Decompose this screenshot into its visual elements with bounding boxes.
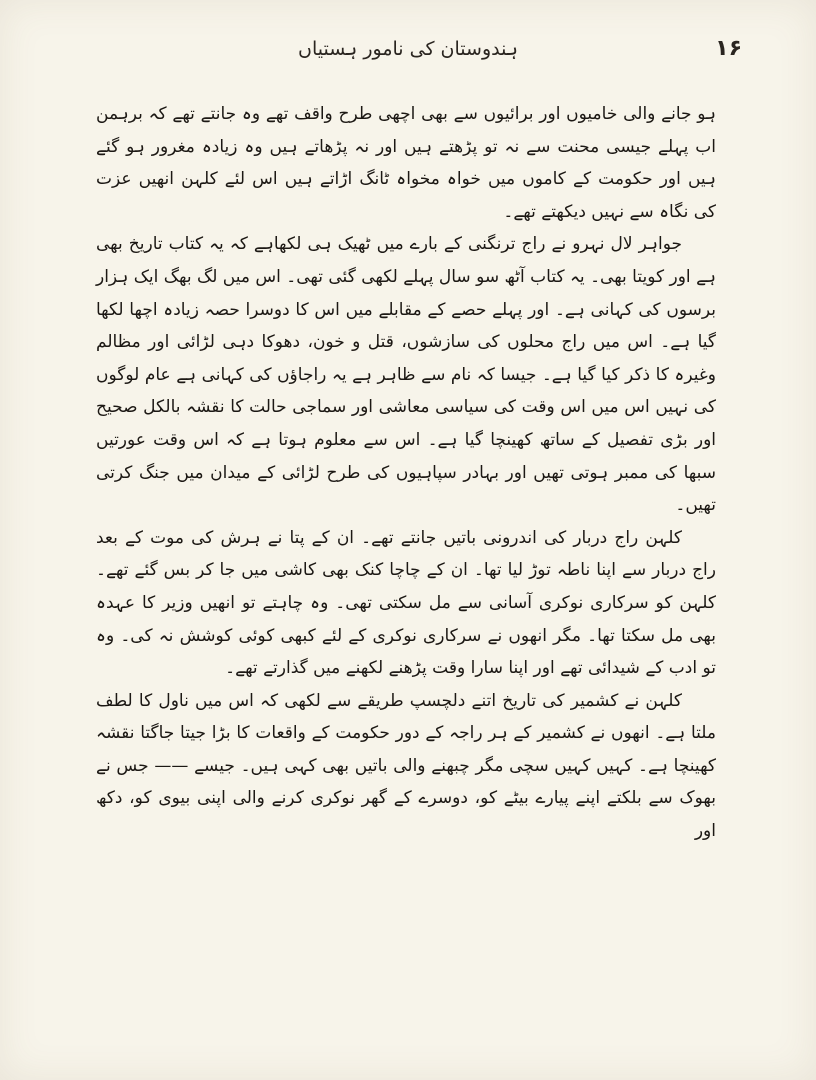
paragraph: جواہر لال نہرو نے راج ترنگنی کے بارے میں ٹھیک ہی لکھاہے کہ یہ کتاب تاریخ بھی ہے اور کویتا بھی۔ یہ کتاب آٹھ سو سال پہلے لکھی گئی تھی۔ اس میں لگ بھگ ایک ہزار برسوں کی کہانی ہے۔ اور پہلے حصے کے مقابلے میں اس کا دوسرا حصہ زیادہ اچھا لکھا گیا ہے۔ اس میں راج محلوں کی سازشوں، قتل و خون، دھوکا دہی لڑائی اور مظالم وغیرہ کا ذکر کیا گیا ہے۔ جیسا کہ نام سے ظاہر ہے یہ راجاؤں کی کہانی ہے عام لوگوں کی نہیں اس میں اس وقت کی سیاسی معاشی اور سماجی حالت کا نقشہ بالکل صحیح اور بڑی تفصیل کے ساتھ کھینچا گیا ہے۔ اس سے معلوم ہوتا ہے کہ اس وقت عورتیں سبھا کی ممبر ہوتی تھیں اور بہادر سپاہیوں کی طرح لڑائی کے میدان میں جنگ کرتی تھیں۔ [96, 234, 716, 516]
body-text [96, 98, 716, 848]
paragraph: ہو جانے والی خامیوں اور برائیوں سے بھی اچھی طرح واقف تھے وہ جانتے تھے کہ برہمن اب پہلے جیسی محنت سے نہ تو پڑھتے ہیں اور نہ پڑھاتے ہیں وہ زیادہ مغرور ہو گئے ہیں اور حکومت کے کاموں میں خواہ مخواہ ٹانگ اڑاتے ہیں اس لئے کلہن انھیں عزت کی نگاہ سے نہیں دیکھتے تھے۔ [96, 104, 716, 222]
paragraph: کلہن نے کشمیر کی تاریخ اتنے دلچسپ طریقے سے لکھی کہ اس میں ناول کا لطف ملتا ہے۔ انھوں نے کشمیر کے ہر راجہ کے دور حکومت کے واقعات کا بڑا جیتا جاگتا نقشہ کھینچا ہے۔ کہیں کہیں سچی مگر چبھنے والی باتیں بھی کہی ہیں۔ جیسے —— جس نے بھوک سے بلکتے اپنے پیارے بیٹے کو، دوسرے کے گھر نوکری کرنے والی اپنی بیوی کو، دکھ اور [96, 690, 716, 842]
running-title: ہندوستان کی نامور ہستیاں [298, 38, 518, 60]
page-header [80, 26, 742, 76]
paragraph: کلہن راج دربار کی اندرونی باتیں جانتے تھے۔ ان کے پتا نے ہرش کی موت کے بعد راج دربار سے اپنا ناطہ توڑ لیا تھا۔ ان کے چاچا کنک بھی کاشی میں جا کر بس گئے تھے۔ کلہن کو سرکاری نوکری آسانی سے مل سکتی تھی۔ وہ چاہتے تو انھیں وزیر کا عہدہ بھی مل سکتا تھا۔ مگر انھوں نے سرکاری نوکری کے لئے کبھی کوئی کوشش نہ کی۔ وہ تو ادب کے شیدائی تھے اور اپنا سارا وقت پڑھنے لکھنے میں گذارتے تھے۔ [96, 527, 716, 679]
page-number: ۱۶ [715, 36, 742, 61]
